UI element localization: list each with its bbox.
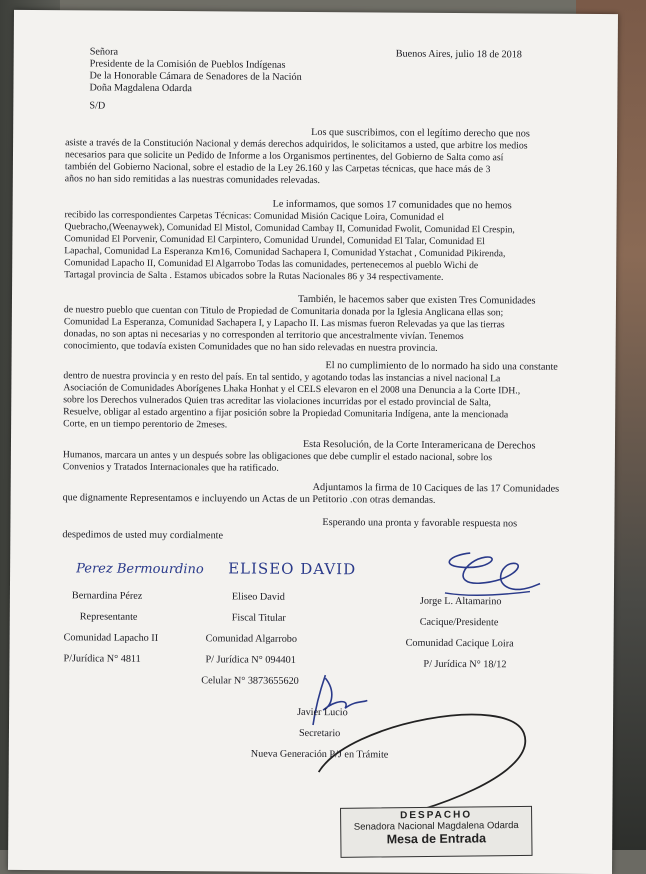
signature-eliseo: ELISEO DAVID [228,559,357,579]
p4-line-1: El no cumplimiento de lo normado ha sido una constante [325,360,558,373]
p1-line-3: necesarios para que solicite un Pedido de Informe a los Organismos pertinentes, del Gobierno de Salta como así [64,149,504,164]
p2-line-5: Lapachal, Comunidad La Esperanza Km16, Comunidad Sachapera I, Comunidad Ystachat , Comunidad Pikirenda, [64,245,506,260]
p2-line-2: recibido las correspondientes Carpetas Técnicas: Comunidad Misión Cacique Loira, Comunidad el [64,209,445,223]
recipient-line-1: Señora [89,46,119,58]
p3-line-2: de nuestro pueblo que cuentan con Titulo de Propiedad de Comunitaria donada por la Iglesia Anglicana ellas son; [63,304,504,319]
p2-line-1: Le informamos, que somos 17 comunidades que no hemos [272,198,512,212]
stamp-line-3: Mesa de Entrada [386,831,487,847]
closing-line-1: Esperando una pronta y favorable respuesta nos [322,517,518,530]
p3-line-4: donadas, no son aptas ni necesarias y no corresponden al territorio que ancestralmente vivían. Tenemos [63,328,464,343]
sig2-pj: P/ Jurídica N° 094401 [205,654,296,666]
p3-line-3: Comunidad La Esperanza, Comunidad Sachapera I, y Lapacho II. Las mismas fueron Relevadas ya que las tierras [63,316,505,331]
sig4-community: Nueva Generación P/J en Trámite [250,748,389,761]
p1-line-2: asiste a través de la Constitución Nacional y demás derechos adquiridos, le solicitamos a usted, que arbitre los medios [65,137,528,152]
sig3-pj: P/ Jurídica N° 18/12 [423,658,507,671]
sig4-role: Secretario [298,727,341,740]
reception-stamp [340,806,533,858]
sig1-pj: P/Jurídica N° 4811 [63,653,141,665]
letter-page [8,10,618,874]
sig1-community: Comunidad Lapacho II [63,632,159,644]
sd-label: S/D [89,100,106,112]
sig2-phone: Celular N° 3873655620 [201,675,299,687]
p5-line-1: Esta Resolución, de la Corte Interamericana de Derechos [302,438,536,452]
p1-line-1: Los que suscribimos, con el legítimo derecho que nos [311,126,530,140]
sig3-role: Cacique/Presidente [419,616,499,629]
p4-line-4: sobre los Derechos vulnerados Quien tras acreditar las violaciones incurridas por el estado provincial de Salta, [63,394,492,409]
p4-line-6: Corte, en un tiempo perentorio de 2meses. [63,418,228,431]
p1-line-4: también del Gobierno Nacional, sobre el estadio de la Ley 26.160 y las Carpetas técnicas, que hace más de 3 [64,161,491,176]
p5-line-2: Humanos, marcara un antes y un después sobre las obligaciones que debe cumplir el estado nacional, sobre los [62,449,493,464]
p5-line-3: Convenios y Tratados Internacionales que ha ratificado. [62,461,279,474]
sig2-role: Fiscal Titular [231,612,286,624]
sig3-name: Jorge L. Altamarino [419,595,502,608]
stamp-line-1: DESPACHO [400,809,473,822]
p2-line-6: Comunidad Lapacho II, Comunidad El Algarrobo Todas las comunidades, pertenecemos al pueblo Wichi de [64,257,479,272]
p4-line-3: Asociación de Comunidades Aborígenes Lhaka Honhat y el CELS elevaron en el 2008 una Denuncia a la Corte IDH., [63,382,521,397]
p3-line-5: conocimiento, que todavía existen Comunidades que no han sido relevadas en nuestra provincia. [63,340,438,354]
sig1-role: Representante [79,611,138,623]
sig1-name: Bernardina Pérez [71,590,143,602]
recipient-line-3: De la Honorable Cámara de Senadores de la Nación [89,70,302,83]
p2-line-4: Comunidad El Porvenir, Comunidad El Carpintero, Comunidad Urundel, Comunidad El Talar, Comunidad El [64,233,485,248]
place-date: Buenos Aires, julio 18 de 2018 [395,48,522,61]
signature-bernardina: Perez Bermourdino [76,561,204,578]
recipient-line-4: Doña Magdalena Odarda [89,82,192,95]
sig3-community: Comunidad Cacique Loira [405,637,514,650]
sig4-name: Javier Lucio [297,706,348,719]
recipient-line-2: Presidente de la Comisión de Pueblos Indígenas [89,58,286,71]
sig2-community: Comunidad Algarrobo [205,633,298,645]
p4-line-5: Resuelve, obligar al estado argentino a fijar posición sobre la Propiedad Comunitaria Indígena, ante la mencionada [63,406,509,421]
sig2-name: Eliseo David [231,591,285,603]
closing-line-2: despedimos de usted muy cordialmente [62,529,224,542]
stamp-line-2: Senadora Nacional Magdalena Odarda [353,819,519,833]
p2-line-7: Tartagal provincia de Salta . Estamos ubicados sobre la Rutas Nacionales 86 y 34 respectivamente. [64,269,444,283]
p3-line-1: También, le hacemos saber que existen Tres Comunidades [297,293,536,307]
p6-line-2: que dignamente Representamos e incluyendo un Actas de un Petitorio .con otras demandas. [62,492,436,506]
p1-line-5: años no han sido remitidas a las nuestras comunidades relevadas. [64,173,321,187]
p6-line-1: Adjuntamos la firma de 10 Caciques de las 17 Comunidades [312,481,560,495]
p2-line-3: Quebracho,(Weenaywek), Comunidad El Mistol, Comunidad Cambay II, Comunidad Fwolit, Comunidad El Crespin, [64,221,515,236]
p4-line-2: dentro de nuestra provincia y en resto del país. En tal sentido, y agotando todas las instancias a nivel nacional La [63,370,501,385]
